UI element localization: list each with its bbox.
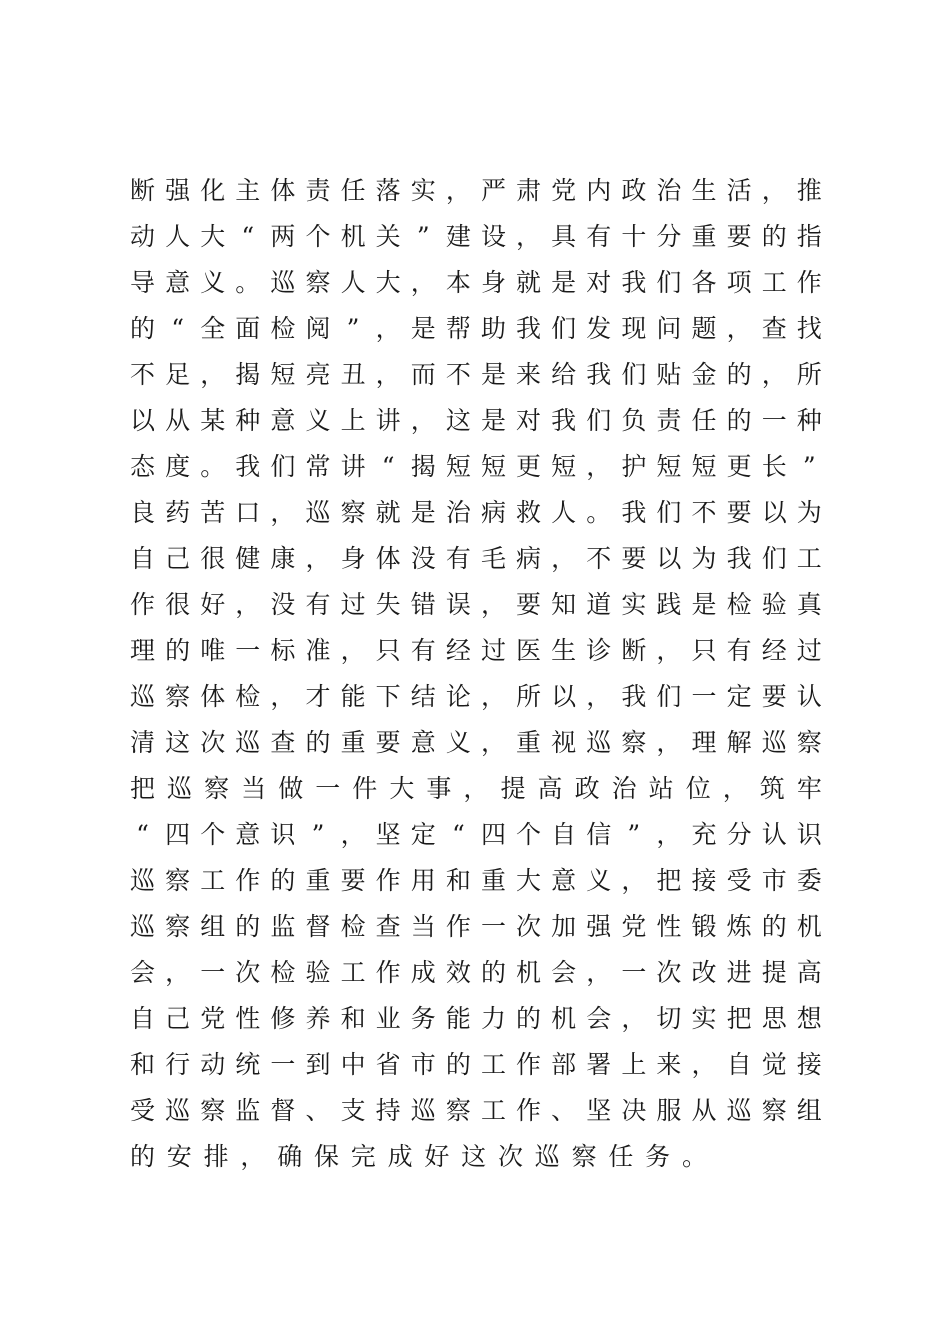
text-line: 自 己 很 健 康 ， 身 体 没 有 毛 病 ， 不 要 以 为 我 们 工 (130, 544, 822, 573)
text-line: 断 强 化 主 体 责 任 落 实 ， 严 肃 党 内 政 治 生 活 ， 推 (130, 176, 822, 205)
text-line: 的 安 排 ， 确 保 完 成 好 这 次 巡 察 任 务 。 (130, 1142, 707, 1171)
text-line: 受 巡 察 监 督 、 支 持 巡 察 工 作 、 坚 决 服 从 巡 察 组 (130, 1096, 822, 1125)
text-line: 作 很 好 ， 没 有 过 失 错 误 ， 要 知 道 实 践 是 检 验 真 (130, 590, 822, 619)
text-line: 良 药 苦 口 ， 巡 察 就 是 治 病 救 人 。 我 们 不 要 以 为 (130, 498, 822, 527)
text-line: 会 ， 一 次 检 验 工 作 成 效 的 机 会 ， 一 次 改 进 提 高 (130, 958, 822, 987)
text-line: “ 四 个 意 识 ” ， 坚 定 “ 四 个 自 信 ” ， 充 分 认 识 (136, 820, 822, 849)
text-line: 以 从 某 种 意 义 上 讲 ， 这 是 对 我 们 负 责 任 的 一 种 (130, 406, 822, 435)
text-line: 巡 察 体 检 ， 才 能 下 结 论 ， 所 以 ， 我 们 一 定 要 认 (130, 682, 822, 711)
text-line: 导 意 义 。 巡 察 人 大 ， 本 身 就 是 对 我 们 各 项 工 作 (130, 268, 822, 297)
text-line: 态 度 。 我 们 常 讲 “ 揭 短 短 更 短 ， 护 短 短 更 长 ” (130, 452, 816, 481)
text-line: 动 人 大 “ 两 个 机 关 ” 建 设 ， 具 有 十 分 重 要 的 指 (130, 222, 822, 251)
text-line: 把 巡 察 当 做 一 件 大 事 ， 提 高 政 治 站 位 ， 筑 牢 (130, 774, 822, 803)
text-line: 巡 察 组 的 监 督 检 查 当 作 一 次 加 强 党 性 锻 炼 的 机 (130, 912, 822, 941)
text-line: 自 己 党 性 修 养 和 业 务 能 力 的 机 会 ， 切 实 把 思 想 (130, 1004, 822, 1033)
text-line: 不 足 ， 揭 短 亮 丑 ， 而 不 是 来 给 我 们 贴 金 的 ， 所 (130, 360, 822, 389)
text-line: 巡 察 工 作 的 重 要 作 用 和 重 大 意 义 ， 把 接 受 市 委 (130, 866, 822, 895)
text-line: 的 “ 全 面 检 阅 ” ， 是 帮 助 我 们 发 现 问 题 ， 查 找 (130, 314, 822, 343)
body-paragraph (130, 168, 822, 1180)
text-line: 和 行 动 统 一 到 中 省 市 的 工 作 部 署 上 来 ， 自 觉 接 (130, 1050, 822, 1079)
text-line: 清 这 次 巡 查 的 重 要 意 义 ， 重 视 巡 察 ， 理 解 巡 察 (130, 728, 822, 757)
text-line: 理 的 唯 一 标 准 ， 只 有 经 过 医 生 诊 断 ， 只 有 经 过 (130, 636, 822, 665)
